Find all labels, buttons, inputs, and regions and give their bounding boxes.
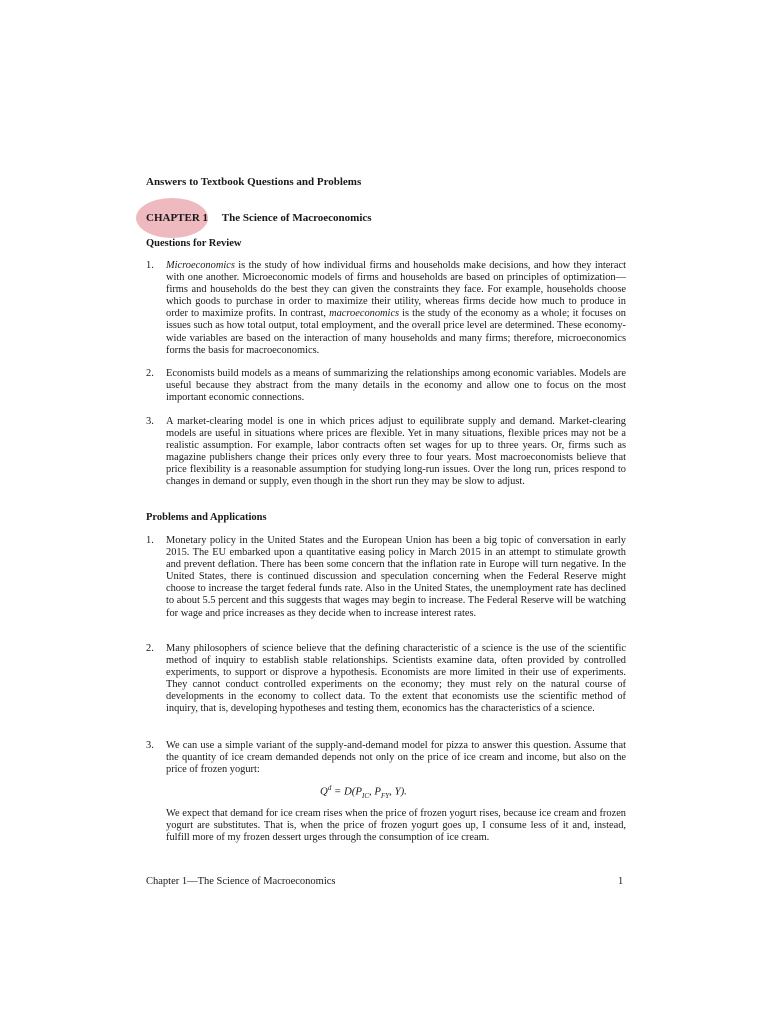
review-item-2 — [146, 368, 626, 404]
item-text: Microeconomics is the study of how individual firms and households make decisions, and how they interact with one another. Microeconomic models of firms and households are based on principles of optimization—firms and households do the best they can given the constraints they face. For example, households choose which goods to purchase in order to maximize their utility, whereas firms decide how much to produce in order to maximize profits. In contrast, macroeconomics is the study of the economy as a whole; it focuses on issues such as how total output, total employment, and the overall price level are determined. These economy-wide variables are based on the interaction of many households and many firms; therefore, microeconomics forms the basis for macroeconomics. — [166, 260, 627, 356]
problem-item-1 — [146, 535, 626, 620]
item-text: Many philosophers of science believe that the defining characteristic of a science is the use of the scientific method of inquiry to establish stable relationships. Scientists examine data, often provided by controlled experiments, to support or disprove a hypothesis. Economists are more limited in their use of experiments. They cannot conduct controlled experiments on the economy; they must rely on the natural course of developments in the economy to collect data. To the extent that economists use the scientific method of inquiry, that is, developing hypotheses and testing them, economics has the characteristics of a science. — [166, 643, 626, 715]
item-text: We can use a simple variant of the supply-and-demand model for pizza to answer this question. Assume that the quantity of ice cream demanded depends not only on the price of ice cream and income, but also on the price of frozen yogurt: — [166, 740, 626, 776]
item-number: 3. — [146, 740, 154, 751]
item-number: 1. — [146, 260, 154, 271]
item-text: Monetary policy in the United States and the European Union has been a big topic of conversation in early 2015. The EU embarked upon a quantitative easing policy in March 2015 in an attempt to stimulate growth and prevent deflation. There has been some concern that the inflation rate in Europe will turn negative. In the United States, there is continued discussion and speculation concerning when the Federal Reserve might choose to increase the target federal funds rate. Also in the United States, the unemployment rate has declined to about 5.5 percent and this suggests that wages may begin to increase. The Federal Reserve will be watching for wage and price increases as they decide when to increase interest rates. — [166, 535, 626, 619]
item-text: A market-clearing model is one in which prices adjust to equilibrate supply and demand. Market-clearing models are useful in situations where prices are flexible. Yet in many situations, flexible prices may not be a realistic assumption. For example, labor contracts often set wages for up to three years. Or, firms such as magazine publishers change their prices only every three to four years. Most macroeconomists believe that price flexibility is a reasonable assumption for studying long-run issues. Over the long run, prices respond to changes in demand or supply, even though in the short run they may be slow to adjust. — [166, 416, 626, 488]
review-item-3 — [146, 416, 626, 489]
item-number: 3. — [146, 416, 154, 427]
chapter-label: CHAPTER 1 — [146, 212, 209, 224]
item-number: 1. — [146, 535, 154, 546]
document-title: Answers to Textbook Questions and Problems — [146, 176, 362, 188]
item-number: 2. — [146, 643, 154, 654]
review-heading: Questions for Review — [146, 238, 242, 249]
item-text: We expect that demand for ice cream rises when the price of frozen yogurt rises, because ice cream and frozen yogurt are substitutes. That is, when the price of frozen yogurt goes up, I consume less of it and, instead, fulfill more of my frozen dessert urges through the consumption of ice cream. — [166, 808, 626, 844]
term-macroeconomics: macroeconomics — [329, 308, 400, 320]
chapter-heading — [146, 212, 372, 224]
review-item-1 — [146, 260, 626, 357]
demand-equation: $Q^d = D(P_{IC}$, $P_{FY}$, Y). — [320, 784, 407, 800]
term-microeconomics: Microeconomics — [166, 260, 235, 271]
page-footer-chapter: Chapter 1—The Science of Macroeconomics — [146, 876, 336, 887]
problem-item-3-continuation — [146, 808, 626, 844]
page-number: 1 — [618, 876, 624, 887]
item-text: Economists build models as a means of summarizing the relationships among economic variables. Models are useful because they abstract from the many details in the economy and allow one to focus on the most important economic connections. — [166, 368, 626, 404]
item-number: 2. — [146, 368, 154, 379]
chapter-name: The Science of Macroeconomics — [221, 212, 372, 224]
problem-item-2 — [146, 643, 626, 716]
problem-item-3 — [146, 740, 626, 776]
problems-heading: Problems and Applications — [146, 512, 267, 523]
